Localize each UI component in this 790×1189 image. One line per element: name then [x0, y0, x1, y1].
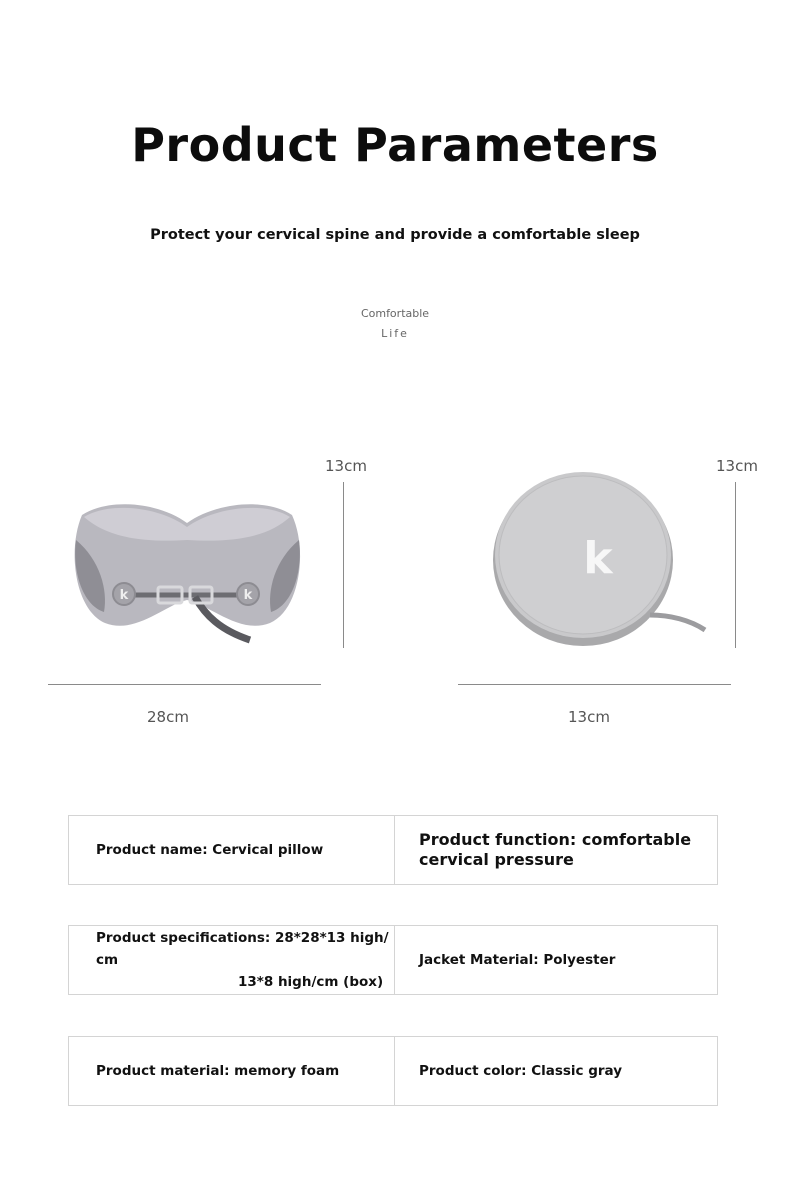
page-subtitle: Protect your cervical spine and provide a comfortable sleep	[150, 227, 640, 243]
param-jacket-material: Jacket Material: Polyester	[419, 952, 616, 968]
page-title: Product Parameters	[131, 118, 659, 172]
param-product-specifications	[69, 926, 395, 994]
brand-mark	[345, 304, 445, 344]
case-height-line	[735, 482, 736, 648]
param-specifications-line-2: 13*8 high/cm (box)	[238, 974, 384, 990]
param-row	[68, 925, 718, 995]
param-specifications-line-1: Product specifications: 28*28*13 high/ cm	[96, 930, 389, 968]
case-height-label: 13cm	[716, 457, 758, 475]
param-product-material: Product material: memory foam	[69, 1037, 395, 1105]
pillow-height-label: 13cm	[325, 457, 367, 475]
pillow-image	[70, 495, 305, 645]
pillow-width-line	[48, 684, 321, 685]
param-row	[68, 815, 718, 885]
pillow-width-label: 28cm	[147, 708, 189, 726]
param-row	[68, 1036, 718, 1106]
svg-text:k: k	[243, 588, 253, 603]
case-width-label: 13cm	[568, 708, 610, 726]
case-width-line	[458, 684, 731, 685]
case-logo: k	[583, 533, 613, 584]
case-image	[490, 465, 715, 650]
svg-text:k: k	[119, 588, 129, 603]
pillow-height-line	[343, 482, 344, 648]
param-product-name: Product name: Cervical pillow	[69, 816, 395, 884]
brand-line-1: Comfortable	[360, 307, 430, 320]
param-product-color: Product color: Classic gray	[419, 1063, 623, 1079]
brand-line-2: Life	[381, 327, 409, 340]
param-product-function: Product function: comfortable cervical pressure	[419, 830, 692, 869]
